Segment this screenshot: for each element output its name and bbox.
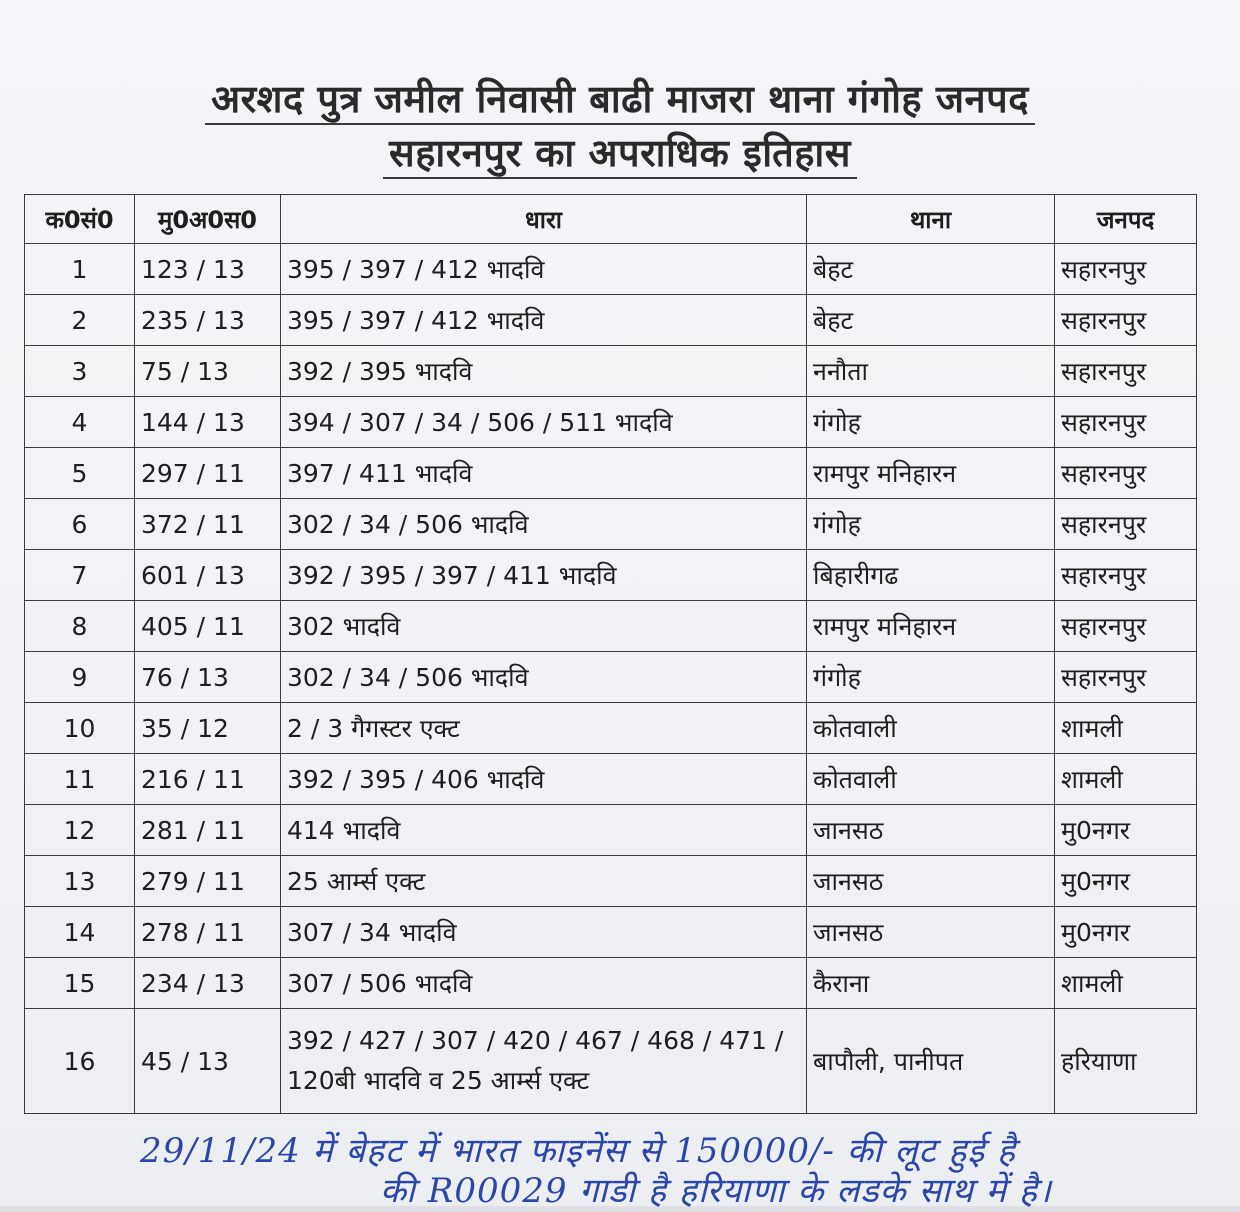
table-row xyxy=(25,856,1197,907)
table-row xyxy=(25,1009,1197,1114)
cell-case-number: 144 / 13 xyxy=(135,397,281,448)
cell-serial: 5 xyxy=(25,448,135,499)
cell-police-station: रामपुर मनिहारन xyxy=(807,601,1055,652)
cell-district: सहारनपुर xyxy=(1055,550,1197,601)
cell-police-station: बापौली, पानीपत xyxy=(807,1009,1055,1114)
cell-section: 307 / 506 भादवि xyxy=(281,958,807,1009)
table-row xyxy=(25,295,1197,346)
cell-case-number: 372 / 11 xyxy=(135,499,281,550)
cell-district: शामली xyxy=(1055,703,1197,754)
cell-district: शामली xyxy=(1055,958,1197,1009)
table-row xyxy=(25,397,1197,448)
cell-section: 394 / 307 / 34 / 506 / 511 भादवि xyxy=(281,397,807,448)
cell-police-station: बिहारीगढ xyxy=(807,550,1055,601)
table-row xyxy=(25,805,1197,856)
table-row xyxy=(25,703,1197,754)
cell-district: मु0नगर xyxy=(1055,856,1197,907)
cell-case-number: 281 / 11 xyxy=(135,805,281,856)
table-row xyxy=(25,958,1197,1009)
cell-district: सहारनपुर xyxy=(1055,448,1197,499)
cell-police-station: बेहट xyxy=(807,244,1055,295)
cell-serial: 11 xyxy=(25,754,135,805)
cell-section: 392 / 395 भादवि xyxy=(281,346,807,397)
table-row xyxy=(25,550,1197,601)
cell-section: 302 / 34 / 506 भादवि xyxy=(281,652,807,703)
cell-serial: 7 xyxy=(25,550,135,601)
cell-case-number: 279 / 11 xyxy=(135,856,281,907)
cell-serial: 10 xyxy=(25,703,135,754)
cell-case-number: 297 / 11 xyxy=(135,448,281,499)
cell-police-station: कैराना xyxy=(807,958,1055,1009)
cell-serial: 3 xyxy=(25,346,135,397)
cell-serial: 8 xyxy=(25,601,135,652)
cell-police-station: कोतवाली xyxy=(807,703,1055,754)
cell-police-station: कोतवाली xyxy=(807,754,1055,805)
cell-police-station: बेहट xyxy=(807,295,1055,346)
cell-police-station: गंगोह xyxy=(807,499,1055,550)
cell-district: सहारनपुर xyxy=(1055,499,1197,550)
header-district: जनपद xyxy=(1055,195,1197,244)
cell-police-station: गंगोह xyxy=(807,652,1055,703)
table-header-row xyxy=(25,195,1197,244)
cell-district: सहारनपुर xyxy=(1055,244,1197,295)
cell-case-number: 601 / 13 xyxy=(135,550,281,601)
header-police-station: थाना xyxy=(807,195,1055,244)
cell-case-number: 75 / 13 xyxy=(135,346,281,397)
cell-police-station: जानसठ xyxy=(807,805,1055,856)
table-row xyxy=(25,652,1197,703)
cell-section: 392 / 395 / 406 भादवि xyxy=(281,754,807,805)
cell-serial: 13 xyxy=(25,856,135,907)
cell-police-station: ननौता xyxy=(807,346,1055,397)
cell-district: शामली xyxy=(1055,754,1197,805)
handwritten-note-line-1: 29/11/24 में बेहट में भारत फाइनेंस से 150000/- की लूट हुई है xyxy=(140,1131,1017,1171)
cell-case-number: 35 / 12 xyxy=(135,703,281,754)
cell-serial: 12 xyxy=(25,805,135,856)
table-row xyxy=(25,346,1197,397)
cell-section: 2 / 3 गैगस्टर एक्ट xyxy=(281,703,807,754)
cell-district: मु0नगर xyxy=(1055,907,1197,958)
cell-serial: 6 xyxy=(25,499,135,550)
header-serial: क0सं0 xyxy=(25,195,135,244)
cell-police-station: रामपुर मनिहारन xyxy=(807,448,1055,499)
cell-case-number: 405 / 11 xyxy=(135,601,281,652)
cell-section: 307 / 34 भादवि xyxy=(281,907,807,958)
cell-district: सहारनपुर xyxy=(1055,601,1197,652)
cell-section: 395 / 397 / 412 भादवि xyxy=(281,244,807,295)
cell-serial: 4 xyxy=(25,397,135,448)
cell-police-station: गंगोह xyxy=(807,397,1055,448)
cell-case-number: 76 / 13 xyxy=(135,652,281,703)
cell-section: 302 / 34 / 506 भादवि xyxy=(281,499,807,550)
cell-district: सहारनपुर xyxy=(1055,652,1197,703)
cell-serial: 9 xyxy=(25,652,135,703)
cell-case-number: 123 / 13 xyxy=(135,244,281,295)
cell-serial: 14 xyxy=(25,907,135,958)
cell-serial: 15 xyxy=(25,958,135,1009)
table-row xyxy=(25,754,1197,805)
cell-serial: 16 xyxy=(25,1009,135,1114)
table-row xyxy=(25,601,1197,652)
cell-case-number: 235 / 13 xyxy=(135,295,281,346)
header-case-number: मु0अ0स0 xyxy=(135,195,281,244)
cell-section: 302 भादवि xyxy=(281,601,807,652)
page-title-line-1: अरशद पुत्र जमील निवासी बाढी माजरा थाना गंगोह जनपद xyxy=(0,72,1240,124)
cell-district: सहारनपुर xyxy=(1055,295,1197,346)
cell-case-number: 278 / 11 xyxy=(135,907,281,958)
table-row xyxy=(25,448,1197,499)
cell-serial: 2 xyxy=(25,295,135,346)
cell-police-station: जानसठ xyxy=(807,856,1055,907)
table-row xyxy=(25,499,1197,550)
cell-section: 392 / 427 / 307 / 420 / 467 / 468 / 471 / 120बी भादवि व 25 आर्म्स एक्ट xyxy=(281,1009,807,1114)
cell-section: 25 आर्म्स एक्ट xyxy=(281,856,807,907)
cell-serial: 1 xyxy=(25,244,135,295)
table-row xyxy=(25,907,1197,958)
table-row xyxy=(25,244,1197,295)
cell-case-number: 45 / 13 xyxy=(135,1009,281,1114)
cell-section: 397 / 411 भादवि xyxy=(281,448,807,499)
cell-district: सहारनपुर xyxy=(1055,346,1197,397)
cell-section: 392 / 395 / 397 / 411 भादवि xyxy=(281,550,807,601)
criminal-record-table xyxy=(24,194,1197,1114)
cell-section: 414 भादवि xyxy=(281,805,807,856)
cell-case-number: 216 / 11 xyxy=(135,754,281,805)
handwritten-note-line-2: की R00029 गाडी है हरियाणा के लडके साथ में है। xyxy=(380,1171,1052,1211)
cell-district: मु0नगर xyxy=(1055,805,1197,856)
cell-section: 395 / 397 / 412 भादवि xyxy=(281,295,807,346)
header-section: धारा xyxy=(281,195,807,244)
page-title-line-2: सहारनपुर का अपराधिक इतिहास xyxy=(0,126,1240,178)
cell-district: हरियाणा xyxy=(1055,1009,1197,1114)
cell-police-station: जानसठ xyxy=(807,907,1055,958)
cell-case-number: 234 / 13 xyxy=(135,958,281,1009)
cell-district: सहारनपुर xyxy=(1055,397,1197,448)
